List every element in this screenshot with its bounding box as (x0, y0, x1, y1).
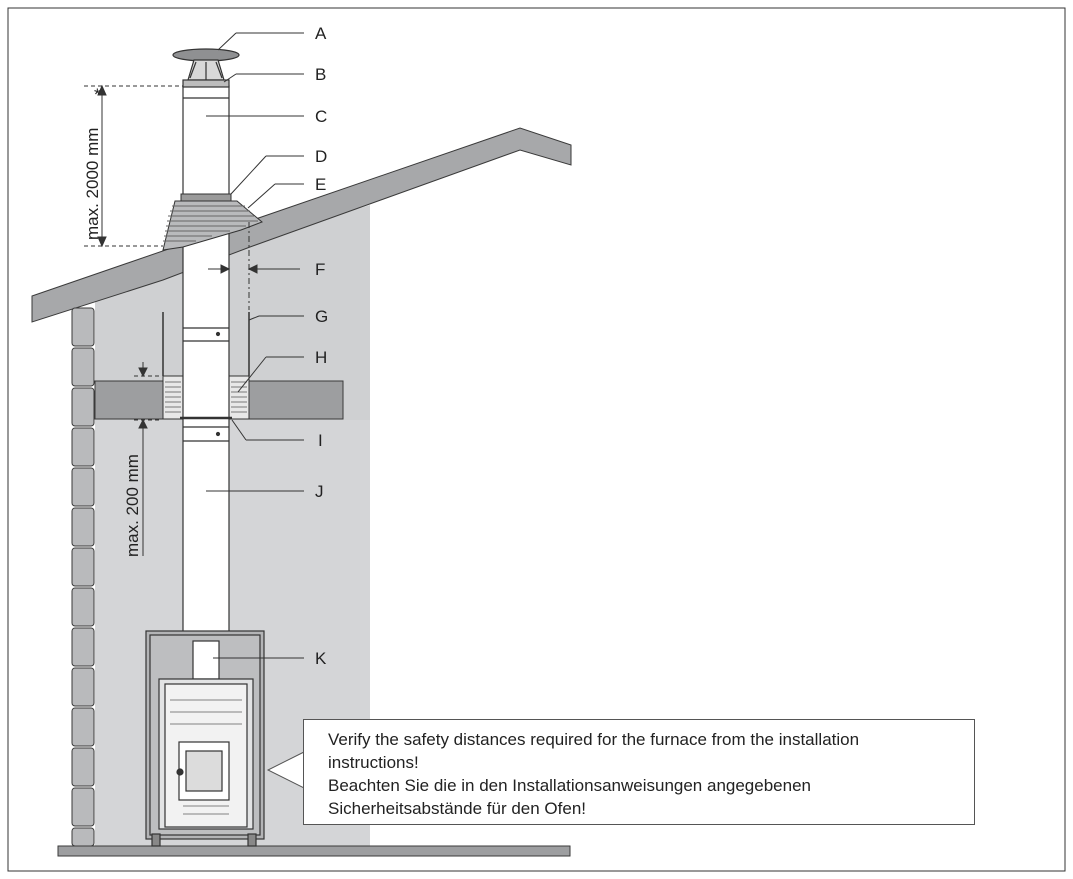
footnote-mark: * (94, 85, 101, 104)
label-e: E (315, 175, 327, 194)
label-d: D (315, 147, 328, 166)
chimney-pipe (180, 86, 232, 634)
dimension-2000mm-label: max. 2000 mm (83, 127, 102, 240)
label-g: G (315, 307, 329, 326)
sauna-furnace (146, 631, 264, 846)
label-f: F (315, 260, 326, 279)
label-b: B (315, 65, 327, 84)
rain-cap (173, 49, 239, 87)
note-line-3: Beachten Sie die in den Installationsanweisungen angegebenen (328, 776, 811, 795)
left-wall (72, 308, 94, 846)
note-line-4: Sicherheitsabstände für den Ofen! (328, 799, 586, 818)
label-a: A (315, 24, 327, 43)
dimension-200mm-label: max. 200 mm (123, 454, 142, 557)
label-i: I (318, 431, 323, 450)
label-h: H (315, 348, 328, 367)
note-line-2: instructions! (328, 753, 419, 772)
floor (58, 846, 570, 856)
label-j: J (315, 482, 324, 501)
label-c: C (315, 107, 328, 126)
safety-note (303, 719, 975, 825)
label-k: K (315, 649, 327, 668)
note-line-1: Verify the safety distances required for the furnace from the installation (328, 730, 860, 749)
